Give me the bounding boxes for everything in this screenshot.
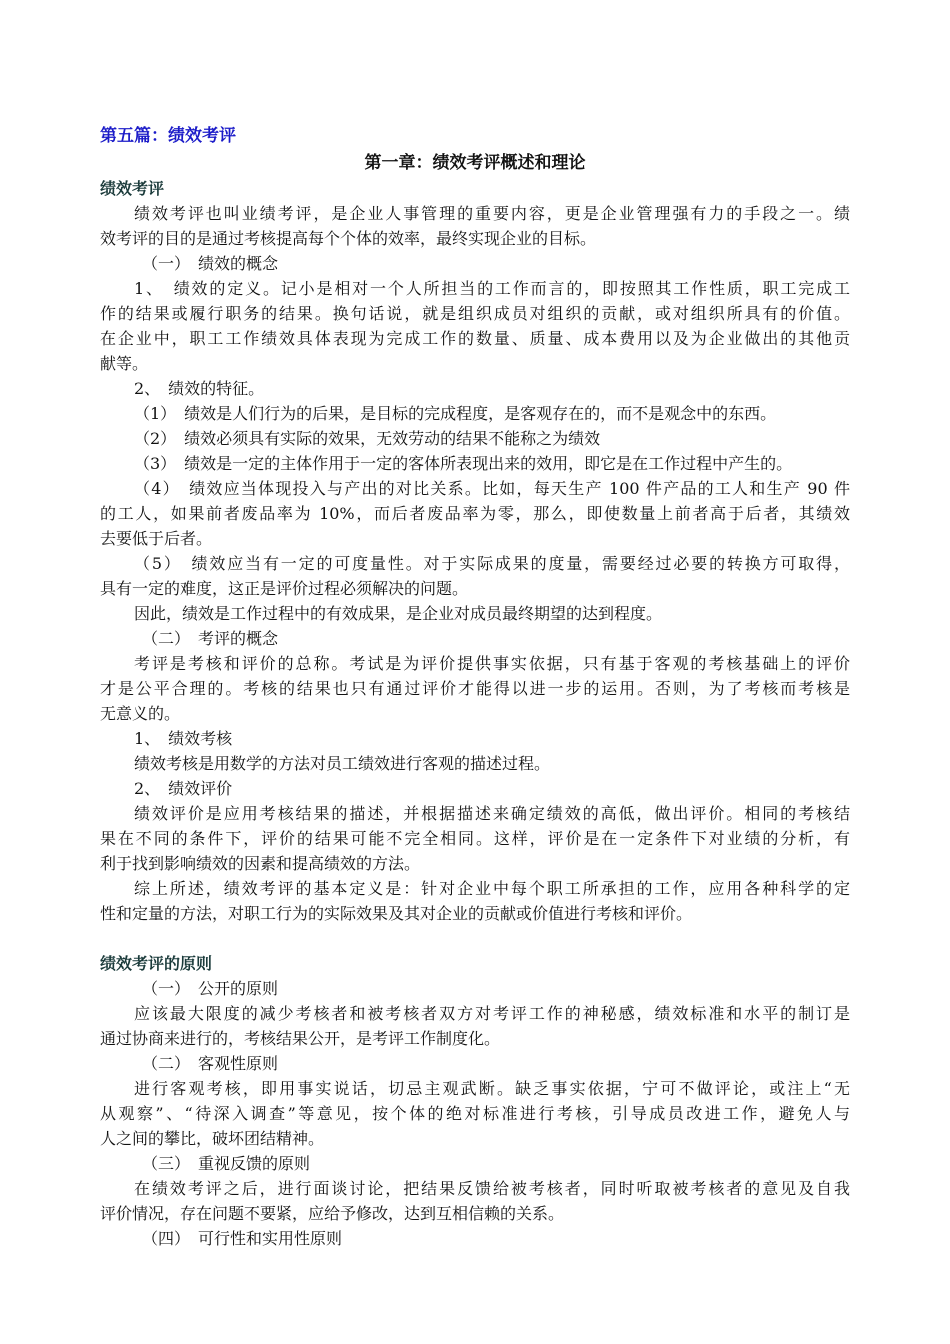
paragraph-line: 具有一定的难度，这正是评价过程必须解决的问题。 — [100, 579, 469, 598]
paragraph-line: 无意义的。 — [100, 704, 181, 723]
document-page — [100, 122, 850, 1251]
subheading: （二） 客观性原则 — [142, 1054, 279, 1073]
paragraph-line: 绩效评价是应用考核结果的描述，并根据描述来确定绩效的高低，做出评价。相同的考核结 — [134, 804, 850, 823]
section-heading: 绩效考评的原则 — [100, 954, 213, 973]
paragraph-line: 2、 绩效的特征。 — [134, 379, 265, 398]
paragraph-line: 考评是考核和评价的总称。考试是为评价提供事实依据，只有基于客观的考核基础上的评价 — [134, 654, 850, 673]
paragraph-line: 才是公平合理的。考核的结果也只有通过评价才能得以进一步的运用。否则，为了考核而考核是 — [100, 679, 850, 698]
paragraph-line: 在绩效考评之后，进行面谈讨论，把结果反馈给被考核者，同时听取被考核者的意见及自我 — [134, 1179, 850, 1198]
paragraph-line: 去要低于后者。 — [100, 529, 213, 548]
paragraph-line: 性和定量的方法，对职工行为的实际效果及其对企业的贡献或价值进行考核和评价。 — [100, 904, 693, 923]
paragraph-line: 绩效考核是用数学的方法对员工绩效进行客观的描述过程。 — [134, 754, 551, 773]
subheading: （一） 公开的原则 — [142, 979, 279, 998]
paragraph-line: 在企业中，职工工作绩效具体表现为完成工作的数量、质量、成本费用以及为企业做出的其他贡 — [100, 329, 850, 348]
paragraph-line: 果在不同的条件下，评价的结果可能不完全相同。这样，评价是在一定条件下对业绩的分析，有 — [100, 829, 850, 848]
spacer — [100, 926, 850, 951]
paragraph-line: 评价情况，存在问题不要紧，应给予修改，达到互相信赖的关系。 — [100, 1204, 565, 1223]
subheading: （三） 重视反馈的原则 — [142, 1154, 311, 1173]
paragraph-line: 综上所述，绩效考评的基本定义是：针对企业中每个职工所承担的工作，应用各种科学的定 — [134, 879, 850, 898]
section-heading: 绩效考评 — [100, 179, 165, 198]
paragraph-line: 因此，绩效是工作过程中的有效成果，是企业对成员最终期望的达到程度。 — [134, 604, 663, 623]
paragraph-line: 效考评的目的是通过考核提高每个个体的效率，最终实现企业的目标。 — [100, 229, 597, 248]
list-item: （4） 绩效应当体现投入与产出的对比关系。比如，每天生产 100 件产品的工人和生产 90 件 — [134, 479, 850, 498]
subheading: （四） 可行性和实用性原则 — [142, 1229, 343, 1248]
paragraph-line: 作的结果或履行职务的结果。换句话说，就是组织成员对组织的贡献，或对组织所具有的价值。 — [100, 304, 850, 323]
paragraph-line: 应该最大限度的减少考核者和被考核者双方对考评工作的神秘感，绩效标准和水平的制订是 — [134, 1004, 850, 1023]
part-title: 第五篇：绩效考评 — [100, 126, 236, 146]
subheading: 2、 绩效评价 — [134, 779, 233, 798]
chapter-title: 第一章：绩效考评概述和理论 — [364, 153, 586, 173]
paragraph-line: 人之间的攀比，破坏团结精神。 — [100, 1129, 325, 1148]
paragraph-line: 进行客观考核，即用事实说话，切忌主观武断。缺乏事实依据，宁可不做评论，或注上“无 — [134, 1079, 850, 1098]
paragraph-line: 通过协商来进行的，考核结果公开，是考评工作制度化。 — [100, 1029, 501, 1048]
paragraph-line: 利于找到影响绩效的因素和提高绩效的方法。 — [100, 854, 421, 873]
paragraph-line: 1、 绩效的定义。记小是相对一个人所担当的工作而言的，即按照其工作性质，职工完成工 — [134, 279, 850, 298]
paragraph-line: 绩效考评也叫业绩考评，是企业人事管理的重要内容，更是企业管理强有力的手段之一。绩 — [134, 204, 850, 223]
paragraph-line: 献等。 — [100, 354, 149, 373]
subheading: （一） 绩效的概念 — [142, 254, 279, 273]
paragraph-line: 从观察”、“待深入调查”等意见，按个体的绝对标准进行考核，引导成员改进工作，避免人与 — [100, 1104, 850, 1123]
paragraph-line: 的工人，如果前者废品率为 10%，而后者废品率为零，那么，即使数量上前者高于后者，其绩效 — [100, 504, 850, 523]
list-item: （2） 绩效必须具有实际的效果，无效劳动的结果不能称之为绩效 — [134, 429, 601, 448]
subheading: 1、 绩效考核 — [134, 729, 233, 748]
list-item: （3） 绩效是一定的主体作用于一定的客体所表现出来的效用，即它是在工作过程中产生的。 — [134, 454, 793, 473]
list-item: （5） 绩效应当有一定的可度量性。对于实际成果的度量，需要经过必要的转换方可取得， — [134, 554, 850, 573]
list-item: （1） 绩效是人们行为的后果，是目标的完成程度，是客观存在的，而不是观念中的东西。 — [134, 404, 777, 423]
subheading: （二） 考评的概念 — [142, 629, 279, 648]
